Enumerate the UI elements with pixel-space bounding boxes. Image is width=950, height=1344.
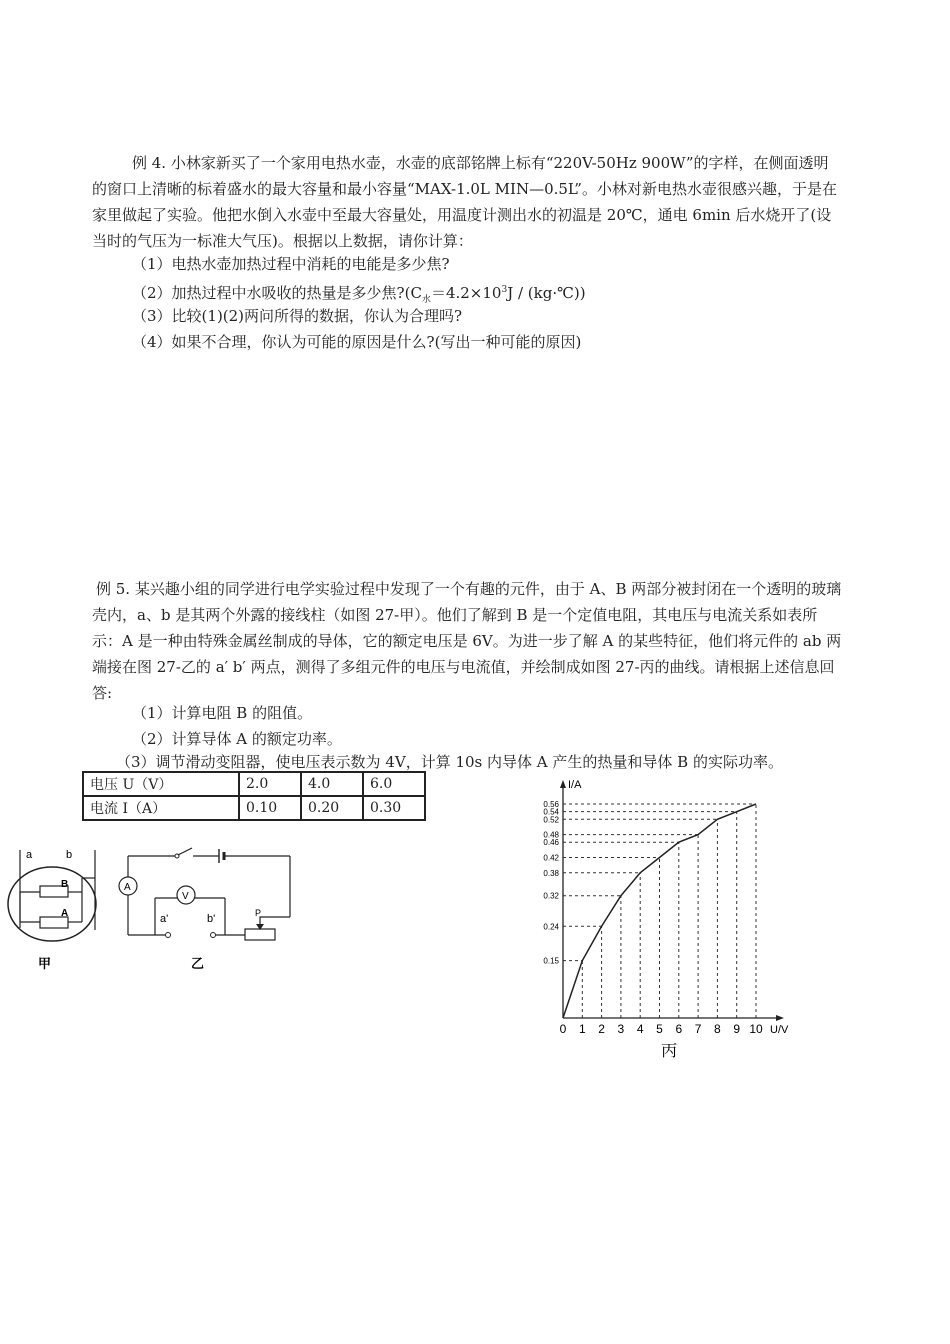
- table-cell: 4.0: [301, 772, 363, 796]
- y-tick-label: 0.48: [543, 830, 559, 840]
- y-tick-label: 0.56: [543, 800, 559, 809]
- y-axis-label: I/A: [568, 779, 582, 791]
- y-tick-label: 0.24: [543, 922, 559, 932]
- x-tick-label: 3: [617, 1022, 625, 1036]
- table-cell: 电流 I（A）: [83, 796, 239, 820]
- x-tick-label: 5: [656, 1022, 663, 1036]
- y-tick-label: 0.38: [543, 868, 559, 878]
- example-4-question-4: （4）如果不合理，你认为可能的原因是什么?(写出一种可能的原因): [132, 333, 582, 351]
- x-tick-label: 10: [749, 1022, 763, 1036]
- example-4-question-3: （3）比较(1)(2)两问所得的数据，你认为合理吗?: [132, 307, 463, 325]
- y-axis-arrow: [560, 780, 566, 788]
- terminal-b-prime: [211, 933, 216, 938]
- terminal-a-label: a: [26, 849, 33, 861]
- table-cell: 0.30: [363, 796, 425, 820]
- slider-label: P: [255, 908, 262, 918]
- example-5-question-3: （3）调节滑动变阻器，使电压表示数为 4V，计算 10s 内导体 A 产生的热量和导体 B 的实际功率。: [116, 753, 783, 771]
- example-5-text: 例 5. 某兴趣小组的同学进行电学实验过程中发现了一个有趣的元件，由于 A、B 两部分被封闭在一个透明的玻璃壳内，a、b 是其两个外露的接线柱（如图 27-甲）。他们了解到 B 是一个定值电阻，其电压与电流关系如表所示：A 是一种由特殊金属丝制成的导体，它的额定电压是 6V。为进一步了解 A 的某些特征，他们将元件的 ab 两端接在图 27-乙的 a′ b′ 两点，测得了多组元件的电压与电流值，并绘制成如图 27-丙的曲线。请根据上述信息回答:: [92, 580, 842, 702]
- x-tick-label: 8: [714, 1022, 721, 1036]
- figure-jia-component: [0, 840, 120, 980]
- y-tick-labels: [543, 800, 559, 966]
- example-5-question-2: （2）计算导体 A 的额定功率。: [132, 730, 342, 748]
- figure-bing-caption: 丙: [661, 1043, 678, 1060]
- voltmeter-label: V: [182, 891, 189, 902]
- table-cell: 2.0: [239, 772, 301, 796]
- x-tick-label: 2: [598, 1022, 605, 1036]
- example-5-question-1: （1）计算电阻 B 的阻值。: [132, 704, 313, 722]
- figure-jia-caption: 甲: [38, 956, 52, 971]
- terminal-a-prime: [166, 933, 171, 938]
- example-4-question-2: （2）加热过程中水吸收的热量是多少焦$?(C_水=4.2\times 10^3J$ / (kg·℃)): [132, 284, 586, 305]
- y-tick-label: 0.42: [543, 853, 559, 863]
- a-prime-label: a': [160, 913, 169, 925]
- figure-yi-caption: 乙: [191, 956, 205, 971]
- example-4-question-1: （1）电热水壶加热过程中消耗的电能是多少焦?: [132, 255, 450, 273]
- table-row: [83, 772, 425, 796]
- sliding-rheostat: [245, 929, 275, 940]
- chart-guide-lines: [563, 804, 756, 1018]
- figure-yi-circuit: [115, 840, 305, 975]
- y-tick-label: 0.32: [543, 891, 559, 901]
- table-cell: 电压 U（V）: [83, 772, 239, 796]
- example-4-text: 例 4. 小林家新买了一个家用电热水壶，水壶的底部铭牌上标有“220V-50Hz 900W”的字样，在侧面透明的窗口上清晰的标着盛水的最大容量和最小容量“MAX-1.0L MIN—0.5L”。小林对新电热水壶很感兴趣，于是在家里做起了实验。他把水倒入水壶中至最大容量处，用温度计测出水的初温是 20℃，通电 6min 后水烧开了(设当时的气压为一标准大气压)。根据以上数据，请你计算：: [92, 154, 837, 250]
- table-row: [83, 796, 425, 820]
- x-tick-label: 0: [559, 1022, 567, 1036]
- voltage-current-table: [82, 771, 426, 821]
- x-tick-label: 9: [733, 1022, 741, 1036]
- table-cell: 0.20: [301, 796, 363, 820]
- x-tick-labels: [560, 1022, 763, 1036]
- x-tick-label: 4: [636, 1022, 644, 1036]
- x-tick-label: 7: [694, 1022, 702, 1036]
- y-tick-label: 0.46: [543, 838, 559, 848]
- table-cell: 6.0: [363, 772, 425, 796]
- x-tick-label: 1: [578, 1022, 586, 1036]
- ammeter-label: A: [124, 882, 131, 893]
- b-prime-label: b': [207, 913, 216, 925]
- x-axis-arrow: [776, 1015, 784, 1021]
- x-tick-label: 6: [675, 1022, 683, 1036]
- y-tick-label: 0.15: [543, 956, 559, 966]
- switch: [178, 848, 192, 855]
- y-tick-label: 0.52: [543, 815, 559, 825]
- resistor-b-label: B: [61, 879, 69, 890]
- x-axis-label: U/V: [770, 1024, 789, 1036]
- conductor-a-label: A: [61, 908, 69, 919]
- figure-bing-chart: [520, 775, 810, 1065]
- table-cell: 0.10: [239, 796, 301, 820]
- terminal-b-label: b: [66, 849, 73, 861]
- y-tick-label: 0.54: [543, 807, 559, 817]
